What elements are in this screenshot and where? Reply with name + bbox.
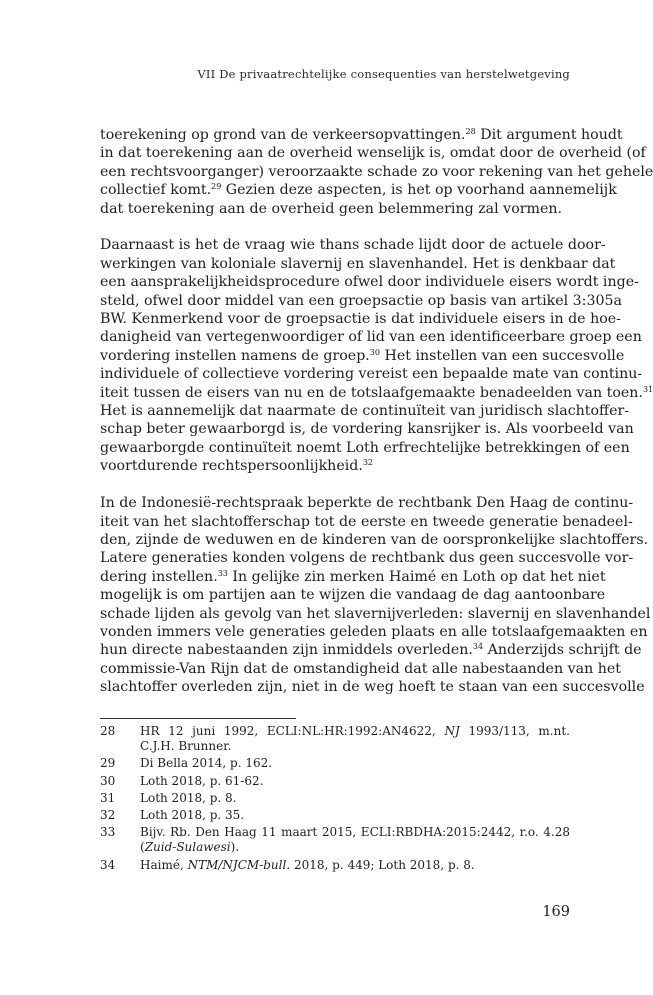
footnote-divider <box>100 718 296 719</box>
text-line: collectief komt.$^{29}$ Gezien deze aspecten, is het op voorhand aannemelijk <box>100 182 617 199</box>
footnote-ref[interactable]: 31 <box>642 384 653 394</box>
text-line: iteit tussen de eisers van nu en de totslaafgemaakte benadeelden van toen.$^{31}$ <box>100 384 653 401</box>
running-head: VII De privaatrechtelijke consequenties van herstelwetgeving <box>197 67 570 81</box>
footnote-text: HR 12 juni 1992, ECLI:NL:HR:1992:AN4622, NJ 1993/113, m.nt. C.J.H. Brunner. <box>140 724 570 754</box>
paragraph <box>100 494 651 696</box>
footnote-ref[interactable]: 29 <box>211 182 222 192</box>
footnote-number: 28 <box>100 724 116 738</box>
footnote <box>100 724 570 754</box>
footnote-number: 33 <box>100 825 116 840</box>
text-line: werkingen van koloniale slavernij en slavenhandel. Het is denkbaar dat <box>100 255 616 272</box>
text-line: den, zijnde de weduwen en de kinderen van de oorspronkelijke slachtoffers. <box>100 531 649 548</box>
footnote <box>100 858 570 873</box>
text-line: steld, ofwel door middel van een groepsactie op basis van artikel 3:305a <box>100 292 622 309</box>
text-line: Het is aannemelijk dat naarmate de continuïteit van juridisch slachtoffer- <box>100 403 630 420</box>
footnote-ref[interactable]: 33 <box>217 568 228 578</box>
text-line: schap beter gewaarborgd is, de vordering kansrijker is. Als voorbeeld van <box>100 421 634 438</box>
text-line: een rechtsvoorganger) veroorzaakte schade zo voor rekening van het gehele <box>100 163 653 180</box>
text-line: individuele of collectieve vordering vereist een bepaalde mate van continu- <box>100 366 643 383</box>
text-line: in dat toerekening aan de overheid wenselijk is, omdat door de overheid (of <box>100 145 646 162</box>
page-number: 169 <box>542 904 570 920</box>
footnote <box>100 774 570 789</box>
footnote-text: Loth 2018, p. 61-62. <box>140 773 264 788</box>
footnote-ref[interactable]: 32 <box>362 458 374 468</box>
text-line: een aansprakelijkheidsprocedure ofwel door individuele eisers wordt inge- <box>100 274 639 291</box>
footnote <box>100 756 570 771</box>
paragraph <box>100 236 653 475</box>
footnote-text: Loth 2018, p. 35. <box>140 808 245 823</box>
footnote-text: Loth 2018, p. 8. <box>140 790 237 805</box>
text-line: hun directe nabestaanden zijn inmiddels overleden.$^{34}$ Anderzijds schrijft de <box>100 642 642 659</box>
body-text <box>100 126 653 715</box>
text-line: dat toerekening aan de overheid geen belemmering zal vormen. <box>100 200 563 217</box>
footnote-ref[interactable]: 34 <box>472 642 484 652</box>
footnotes <box>100 724 570 875</box>
text-line: BW. Kenmerkend voor de groepsactie is dat individuele eisers in de hoe- <box>100 311 621 328</box>
footnote-text: Bijv. Rb. Den Haag 11 maart 2015, ECLI:RBDHA:2015:2442, r.o. 4.28 (Zuid-Sulawesi). <box>140 825 570 855</box>
footnote-number: 31 <box>100 790 116 805</box>
text-line: vordering instellen namens de groep.$^{30}$ Het instellen van een succesvolle <box>100 347 625 364</box>
text-line: toerekening op grond van de verkeersopvattingen.$^{28}$ Dit argument houdt <box>100 127 623 143</box>
footnote-text: Di Bella 2014, p. 162. <box>140 756 273 771</box>
text-line: gewaarborgde continuïteit noemt Loth erfrechtelijke betrekkingen of een <box>100 439 630 456</box>
footnote-ref[interactable]: 30 <box>369 347 380 357</box>
footnote-number: 34 <box>100 857 116 872</box>
footnote-ref[interactable]: 28 <box>465 127 476 136</box>
footnote <box>100 808 570 823</box>
text-line: vonden immers vele generaties geleden plaats en alle totslaafgemaakten en <box>100 623 648 640</box>
footnote-text: Haimé, NTM/NJCM-bull. 2018, p. 449; Loth 2018, p. 8. <box>140 857 475 872</box>
text-line: commissie-Van Rijn dat de omstandigheid dat alle nabestaanden van het <box>100 660 621 677</box>
footnote <box>100 791 570 806</box>
text-line: voortdurende rechtspersoonlijkheid.$^{32}$ <box>100 458 374 475</box>
text-line: mogelijk is om partijen aan te wijzen die vandaag de dag aantoonbare <box>100 587 606 604</box>
text-line: Latere generaties konden volgens de rechtbank dus geen succesvolle vor- <box>100 550 634 567</box>
text-line: In de Indonesië-rechtspraak beperkte de rechtbank Den Haag de continu- <box>100 495 634 512</box>
footnote-number: 30 <box>100 773 116 788</box>
text-line: danigheid van vertegenwoordiger of lid van een identificeerbare groep een <box>100 329 642 346</box>
text-line: dering instellen.$^{33}$ In gelijke zin merken Haimé en Loth op dat het niet <box>100 568 606 585</box>
text-line: schade lijden als gevolg van het slavernijverleden: slavernij en slavenhandel <box>100 605 651 622</box>
paragraph <box>100 126 653 218</box>
footnote-number: 29 <box>100 756 116 771</box>
text-line: iteit van het slachtofferschap tot de eerste en tweede generatie benadeel- <box>100 513 633 530</box>
footnote <box>100 825 570 855</box>
footnote-number: 32 <box>100 808 116 823</box>
text-line: Daarnaast is het de vraag wie thans schade lijdt door de actuele door- <box>100 237 606 254</box>
text-line: slachtoffer overleden zijn, niet in de weg hoeft te staan van een succesvolle <box>100 679 645 696</box>
